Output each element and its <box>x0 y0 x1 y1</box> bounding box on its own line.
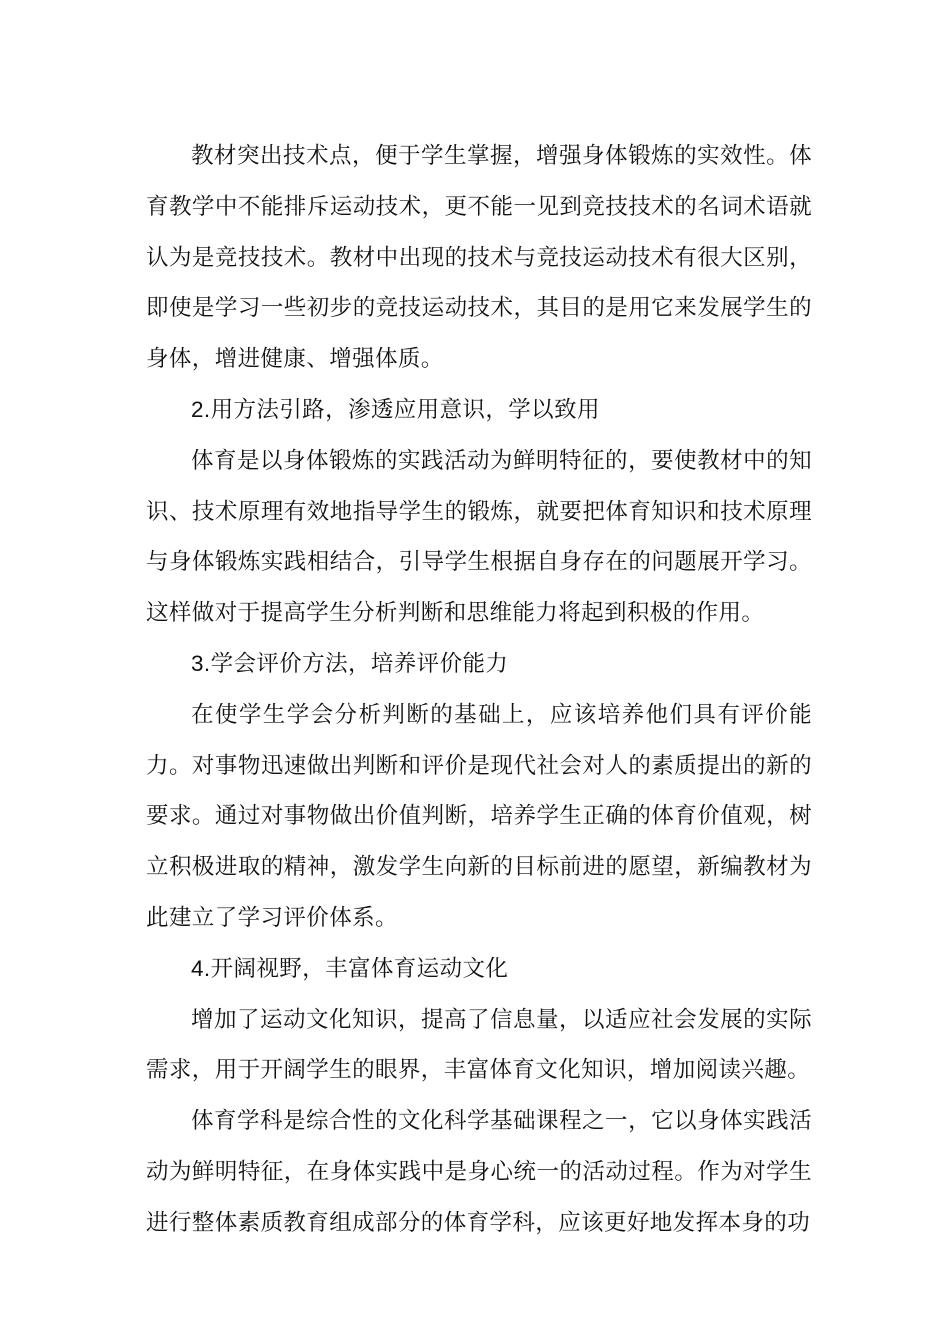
paragraph-practice: 体育是以身体锻炼的实践活动为鲜明特征的，要使教材中的知识、技术原理有效地指导学生的锻炼，就要把体育知识和技术原理与身体锻炼实践相结合，引导学生根据自身存在的问题展开学习。这样做对于提高学生分析判断和思维能力将起到积极的作用。 <box>146 447 812 627</box>
section-heading-2 <box>146 385 812 436</box>
section-number: 3. <box>191 650 211 676</box>
section-heading-4 <box>146 944 812 995</box>
paragraph-culture: 增加了运动文化知识，提高了信息量，以适应社会发展的实际需求，用于开阔学生的眼界，丰富体育文化知识，增加阅读兴趣。 <box>146 1006 812 1084</box>
section-number: 2. <box>191 396 211 422</box>
section-title: 用方法引路，渗透应用意识，学以致用 <box>210 396 600 423</box>
section-title: 学会评价方法，培养评价能力 <box>210 650 509 677</box>
section-number: 4. <box>191 955 211 981</box>
paragraph-subject-overview: 体育学科是综合性的文化科学基础课程之一，它以身体实践活动为鲜明特征，在身体实践中是身心统一的活动过程。作为对学生进行整体素质教育组成部分的体育学科，应该更好地发挥本身的功 <box>146 1108 812 1236</box>
paragraph-evaluation: 在使学生学会分析判断的基础上，应该培养他们具有评价能力。对事物迅速做出判断和评价是现代社会对人的素质提出的新的要求。通过对事物做出价值判断，培养学生正确的体育价值观，树立积极进取的精神，激发学生向新的目标前进的愿望，新编教材为此建立了学习评价体系。 <box>146 701 812 931</box>
section-title: 开阔视野，丰富体育运动文化 <box>210 955 509 982</box>
document-body <box>146 131 812 1249</box>
section-heading-3 <box>146 639 812 690</box>
paragraph-technique-focus: 教材突出技术点，便于学生掌握，增强身体锻炼的实效性。体育教学中不能排斥运动技术，更不能一见到竞技技术的名词术语就认为是竞技技术。教材中出现的技术与竞技运动技术有很大区别，即使是学习一些初步的竞技运动技术，其目的是用它来发展学生的身体，增进健康、增强体质。 <box>146 143 812 373</box>
